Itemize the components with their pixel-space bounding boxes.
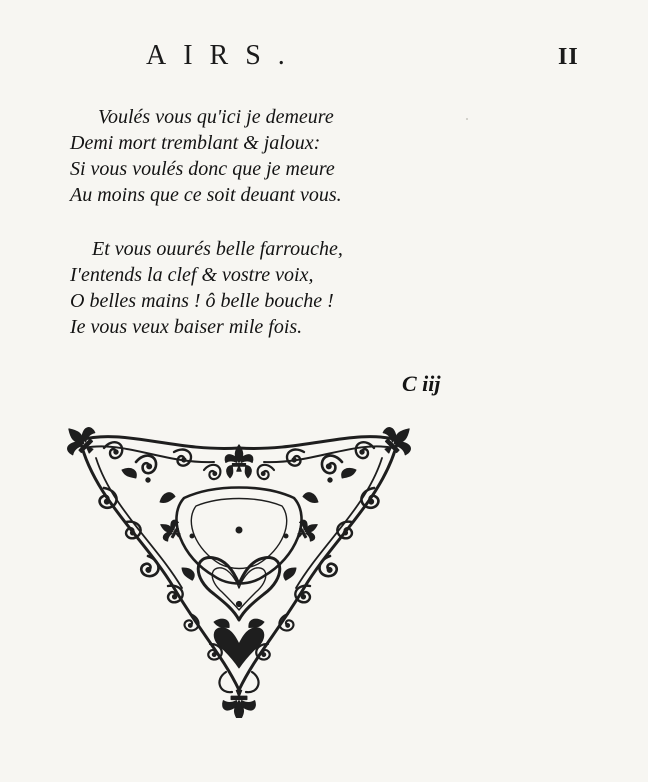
stanza-1 xyxy=(70,104,342,208)
verse-line: Et vous ouurés belle farrouche, xyxy=(92,238,343,260)
verse-line: Voulés vous qu'ici je demeure xyxy=(98,106,334,128)
verse-line: Ie vous veux baiser mile fois. xyxy=(70,316,303,338)
fleuron-icon xyxy=(64,418,414,718)
page-number: II xyxy=(558,44,579,70)
paper-speck xyxy=(466,118,468,120)
fleuron-ink xyxy=(64,418,414,718)
verse-line: Demi mort tremblant & jaloux: xyxy=(70,132,321,154)
stanza-2 xyxy=(70,236,343,340)
verse-line: Au moins que ce soit deuant vous. xyxy=(70,184,342,206)
verse-line: I'entends la clef & vostre voix, xyxy=(70,264,314,286)
verse-line: O belles mains ! ô belle bouche ! xyxy=(70,290,334,312)
verse-line: Si vous voulés donc que je meure xyxy=(70,158,335,180)
signature-mark: C iij xyxy=(402,371,441,396)
running-head: AIRS. xyxy=(146,40,302,71)
